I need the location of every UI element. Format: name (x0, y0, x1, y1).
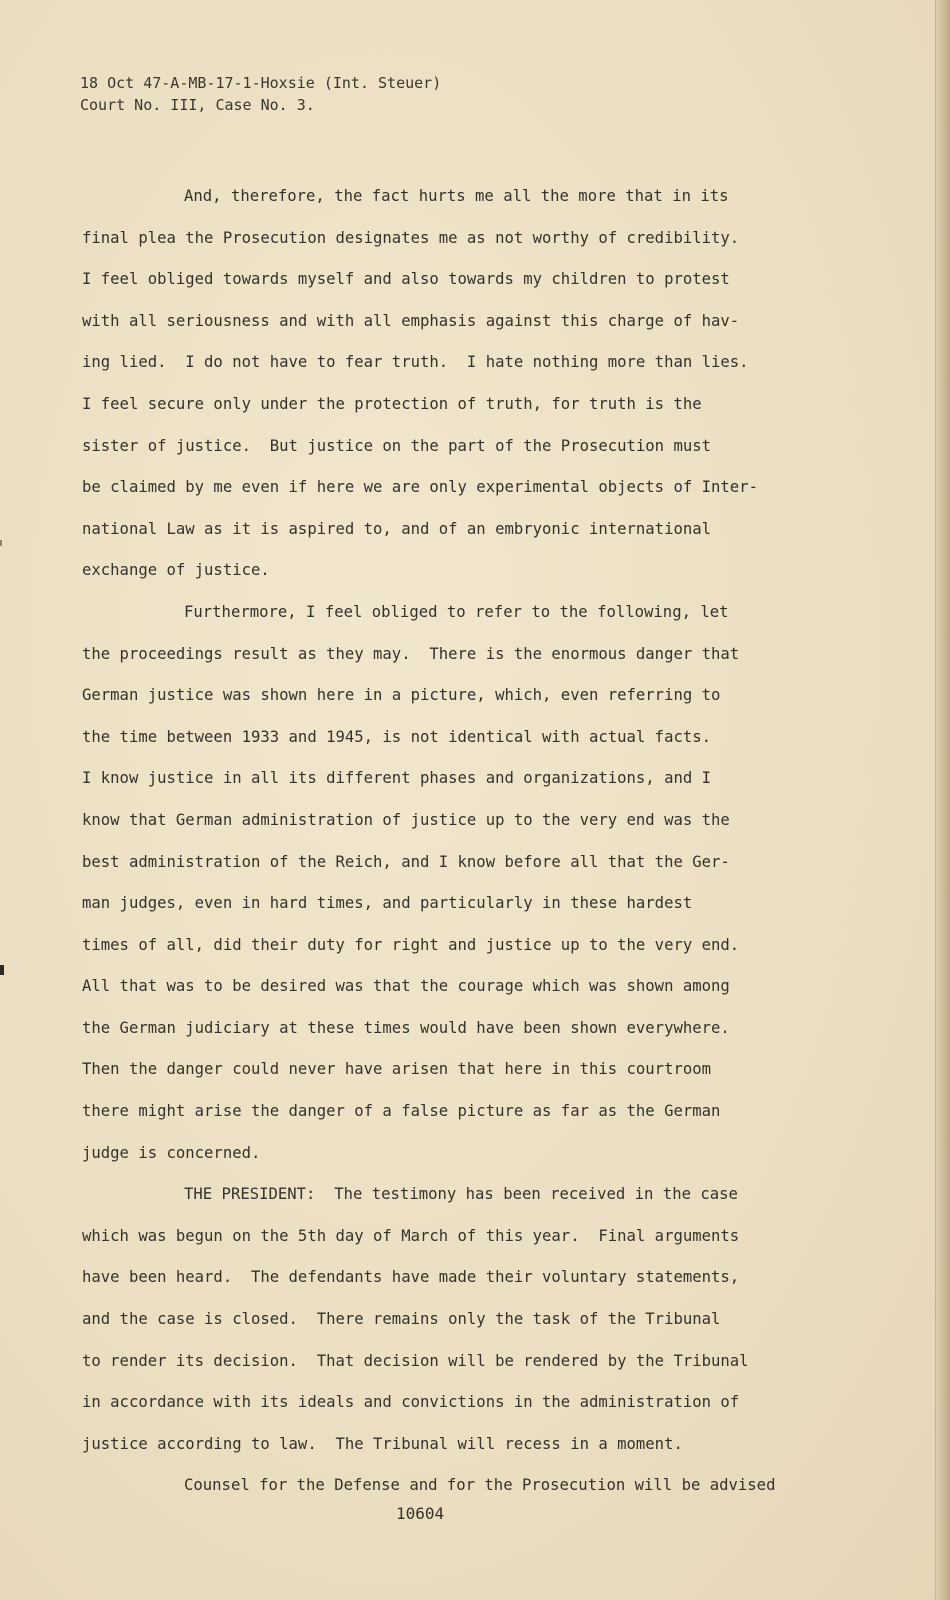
text-line: and the case is closed. There remains only the task of the Tribunal (82, 1310, 721, 1329)
text-line: German justice was shown here in a picture, which, even referring to (82, 686, 721, 705)
text-line: with all seriousness and with all emphasis against this charge of hav- (82, 311, 740, 330)
text-line: Counsel for the Defense and for the Prosecution will be advised (184, 1476, 776, 1495)
text-line: there might arise the danger of a false picture as far as the German (82, 1102, 721, 1121)
text-line: national Law as it is aspired to, and of an embryonic international (82, 519, 712, 538)
text-line: exchange of justice. (82, 561, 270, 580)
text-line: times of all, did their duty for right and justice up to the very end. (82, 935, 740, 954)
text-line: which was begun on the 5th day of March of this year. Final arguments (82, 1226, 740, 1245)
text-line: in accordance with its ideals and convictions in the administration of (82, 1393, 740, 1412)
text-line: to render its decision. That decision will be rendered by the Tribunal (82, 1351, 749, 1370)
text-line: All that was to be desired was that the courage which was shown among (82, 977, 730, 996)
text-line: be claimed by me even if here we are only experimental objects of Inter- (82, 478, 758, 497)
text-line: the time between 1933 and 1945, is not identical with actual facts. (82, 727, 712, 746)
text-line: ing lied. I do not have to fear truth. I hate nothing more than lies. (82, 353, 749, 372)
text-line: I know justice in all its different phases and organizations, and I (82, 769, 712, 788)
page-number: 10604 (396, 1504, 445, 1523)
text-line: I feel obliged towards myself and also towards my children to protest (82, 270, 730, 289)
text-line: I feel secure only under the protection of truth, for truth is the (82, 394, 702, 413)
page-edge (935, 0, 950, 1600)
text-line: judge is concerned. (82, 1143, 261, 1162)
text-line: final plea the Prosecution designates me as not worthy of credibility. (82, 228, 740, 247)
text-line: the proceedings result as they may. There is the enormous danger that (82, 644, 740, 663)
text-line: best administration of the Reich, and I know before all that the Ger- (82, 852, 730, 871)
text-line: the German judiciary at these times would have been shown everywhere. (82, 1018, 730, 1037)
text-line: have been heard. The defendants have made their voluntary statements, (82, 1268, 740, 1287)
text-line: THE PRESIDENT: The testimony has been received in the case (184, 1185, 738, 1204)
text-line: Then the danger could never have arisen that here in this courtroom (82, 1060, 712, 1079)
text-line: man judges, even in hard times, and particularly in these hardest (82, 894, 693, 913)
text-line: know that German administration of justice up to the very end was the (82, 810, 730, 829)
header-line-1: 18 Oct 47-A-MB-17-1-Hoxsie (Int. Steuer) (80, 74, 442, 92)
text-line: Furthermore, I feel obliged to refer to the following, let (184, 602, 729, 621)
scan-mark (0, 540, 2, 546)
scan-mark (0, 965, 4, 975)
text-line: justice according to law. The Tribunal will recess in a moment. (82, 1434, 683, 1453)
text-line: And, therefore, the fact hurts me all the more that in its (184, 187, 729, 205)
transcript-body (82, 176, 842, 1507)
document-header (80, 72, 441, 116)
text-line: sister of justice. But justice on the part of the Prosecution must (82, 436, 712, 455)
header-line-2: Court No. III, Case No. 3. (80, 96, 315, 114)
